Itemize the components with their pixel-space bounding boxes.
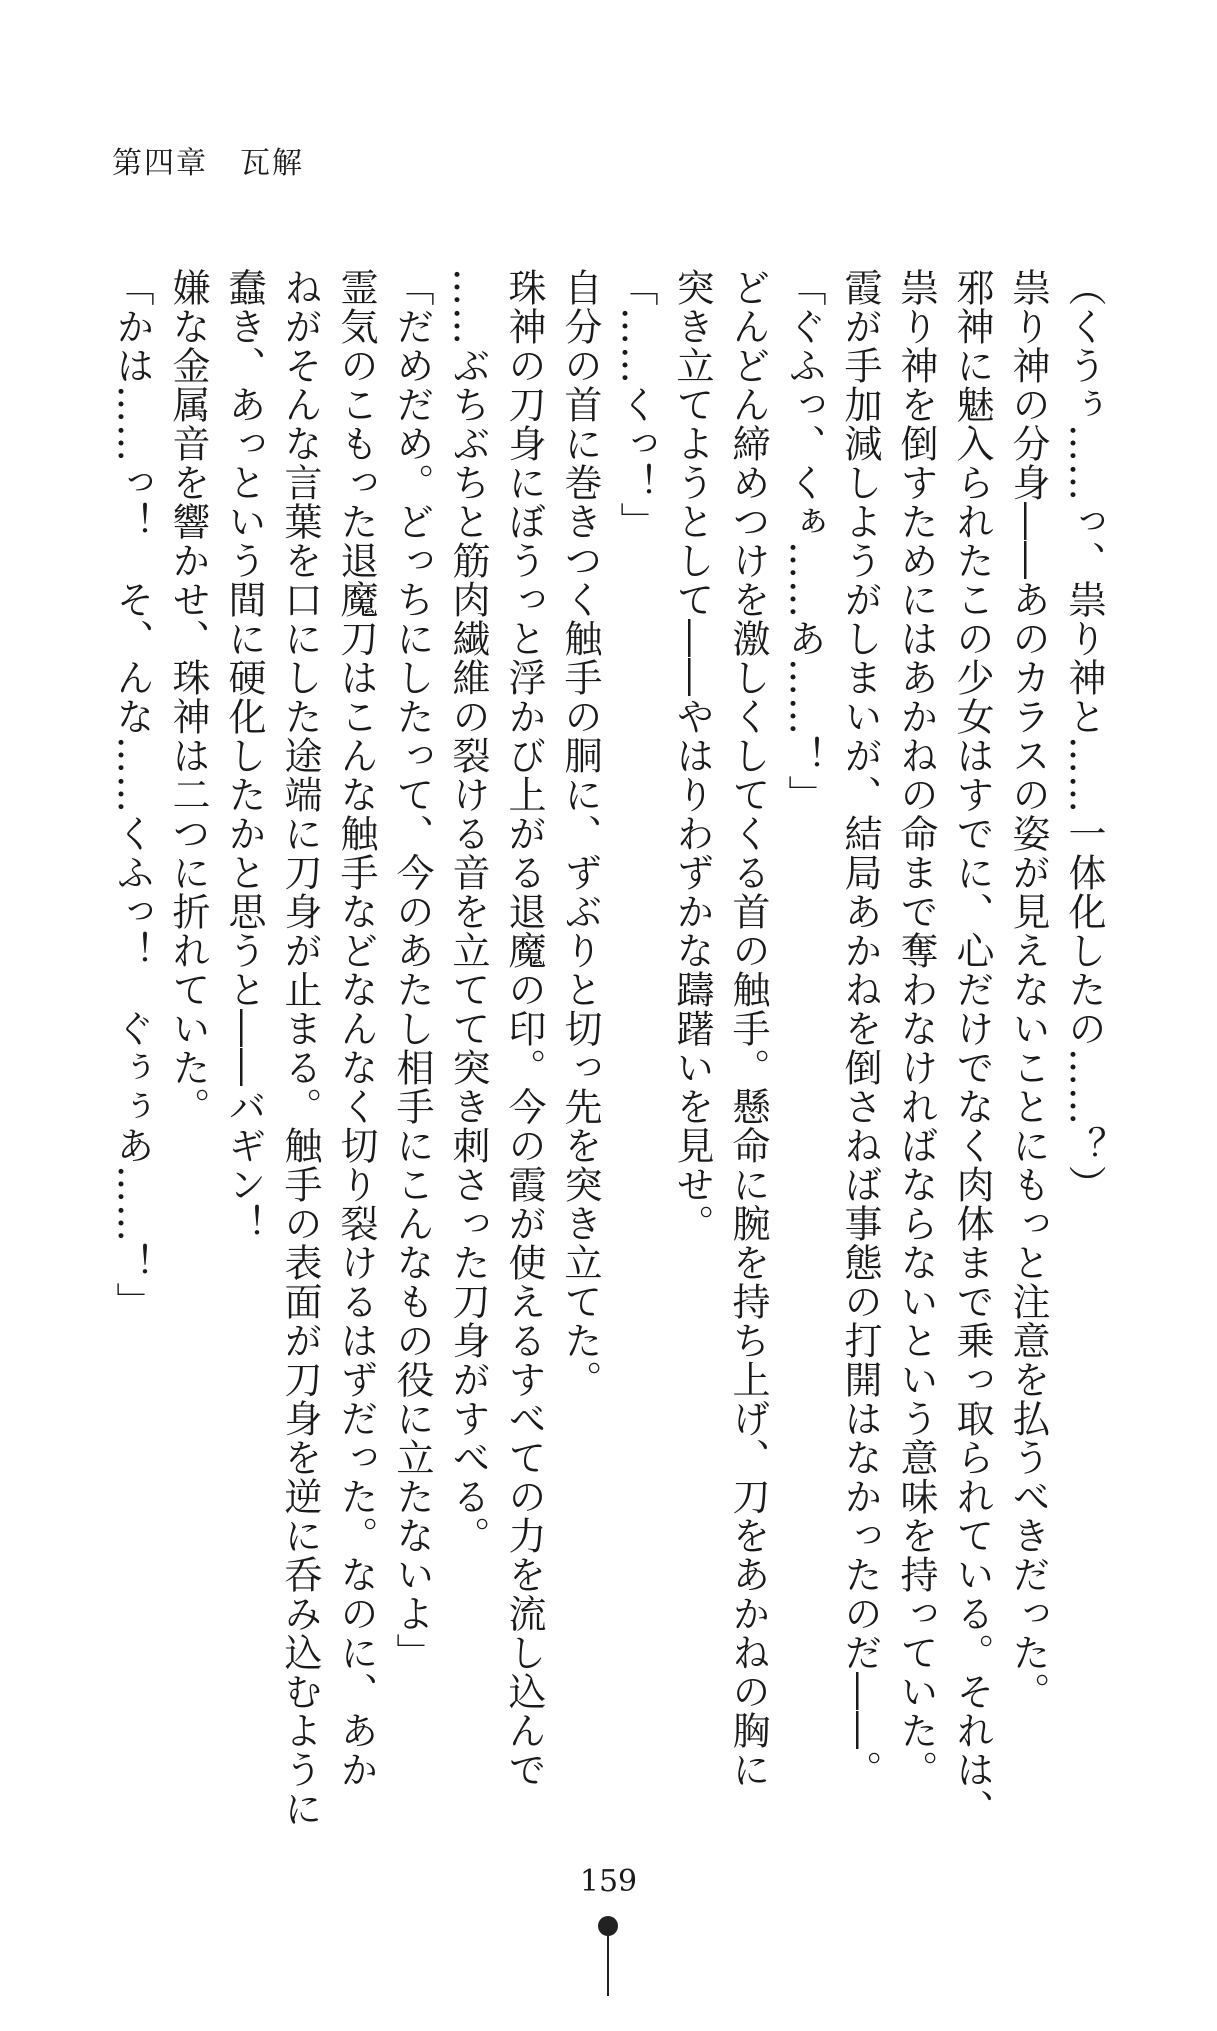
text-line: 祟り神を倒すためにはあかねの命まで奪わなければならないという意味を持っていた。 — [894, 268, 938, 1789]
text-line: 「かは……っ！ そ、んな……くふっ！ ぐぅぅあ……！」 — [110, 268, 154, 1321]
text-line: 蠢き、あっという間に硬化したかと思うと――バギン！ — [222, 268, 266, 1243]
page-number: 159 — [579, 1864, 638, 1899]
text-line: 「だめだめ。どっちにしたって、今のあたし相手にこんなもの役に立たないよ」 — [390, 268, 434, 1672]
text-line: どんどん締めつけを激しくしてくる首の触手。懸命に腕を持ち上げ、刀をあかねの胸に — [726, 268, 770, 1789]
text-line: 珠神の刀身にぼうっと浮かび上がる退魔の印。今の霞が使えるすべての力を流し込んで — [502, 268, 546, 1789]
text-line: 霞が手加減しようがしまいが、結局あかねを倒さねば事態の打開はなかったのだ――。 — [838, 268, 882, 1789]
text-line: 「……くっ！」 — [614, 268, 658, 541]
text-line: （くうぅ……っ、祟り神と……一体化したの……？） — [1062, 268, 1106, 1204]
text-line: 祟り神の分身――あのカラスの姿が見えないことにもっと注意を払うべきだった。 — [1006, 268, 1050, 1711]
page-marker-stem — [607, 1936, 609, 1996]
text-line: 突き立てようとして――やはりわずかな躊躇いを見せ。 — [670, 268, 714, 1243]
text-line: ねがそんな言葉を口にした途端に刀身が止まる。触手の表面が刀身を逆に呑み込むように — [278, 268, 322, 1828]
text-line: 霊気のこもった退魔刀はこんな触手などなんなく切り裂けるはずだった。なのに、あか — [334, 268, 378, 1789]
text-line: 「ぐふっ、くぁ……あ……！」 — [782, 268, 826, 814]
chapter-title: 第四章 瓦解 — [112, 146, 304, 181]
body-text — [112, 268, 1112, 1848]
text-line: 嫌な金属音を響かせ、珠神は二つに折れていた。 — [166, 268, 210, 1126]
page-marker-dot-icon — [598, 1916, 618, 1936]
text-line: 邪神に魅入られたこの少女はすでに、心だけでなく肉体まで乗っ取られている。それは、 — [950, 268, 994, 1828]
text-line: 自分の首に巻きつく触手の胴に、ずぶりと切っ先を突き立てた。 — [558, 268, 602, 1399]
text-line: ……ぶちぶちと筋肉繊維の裂ける音を立てて突き刺さった刀身がすべる。 — [446, 268, 490, 1555]
